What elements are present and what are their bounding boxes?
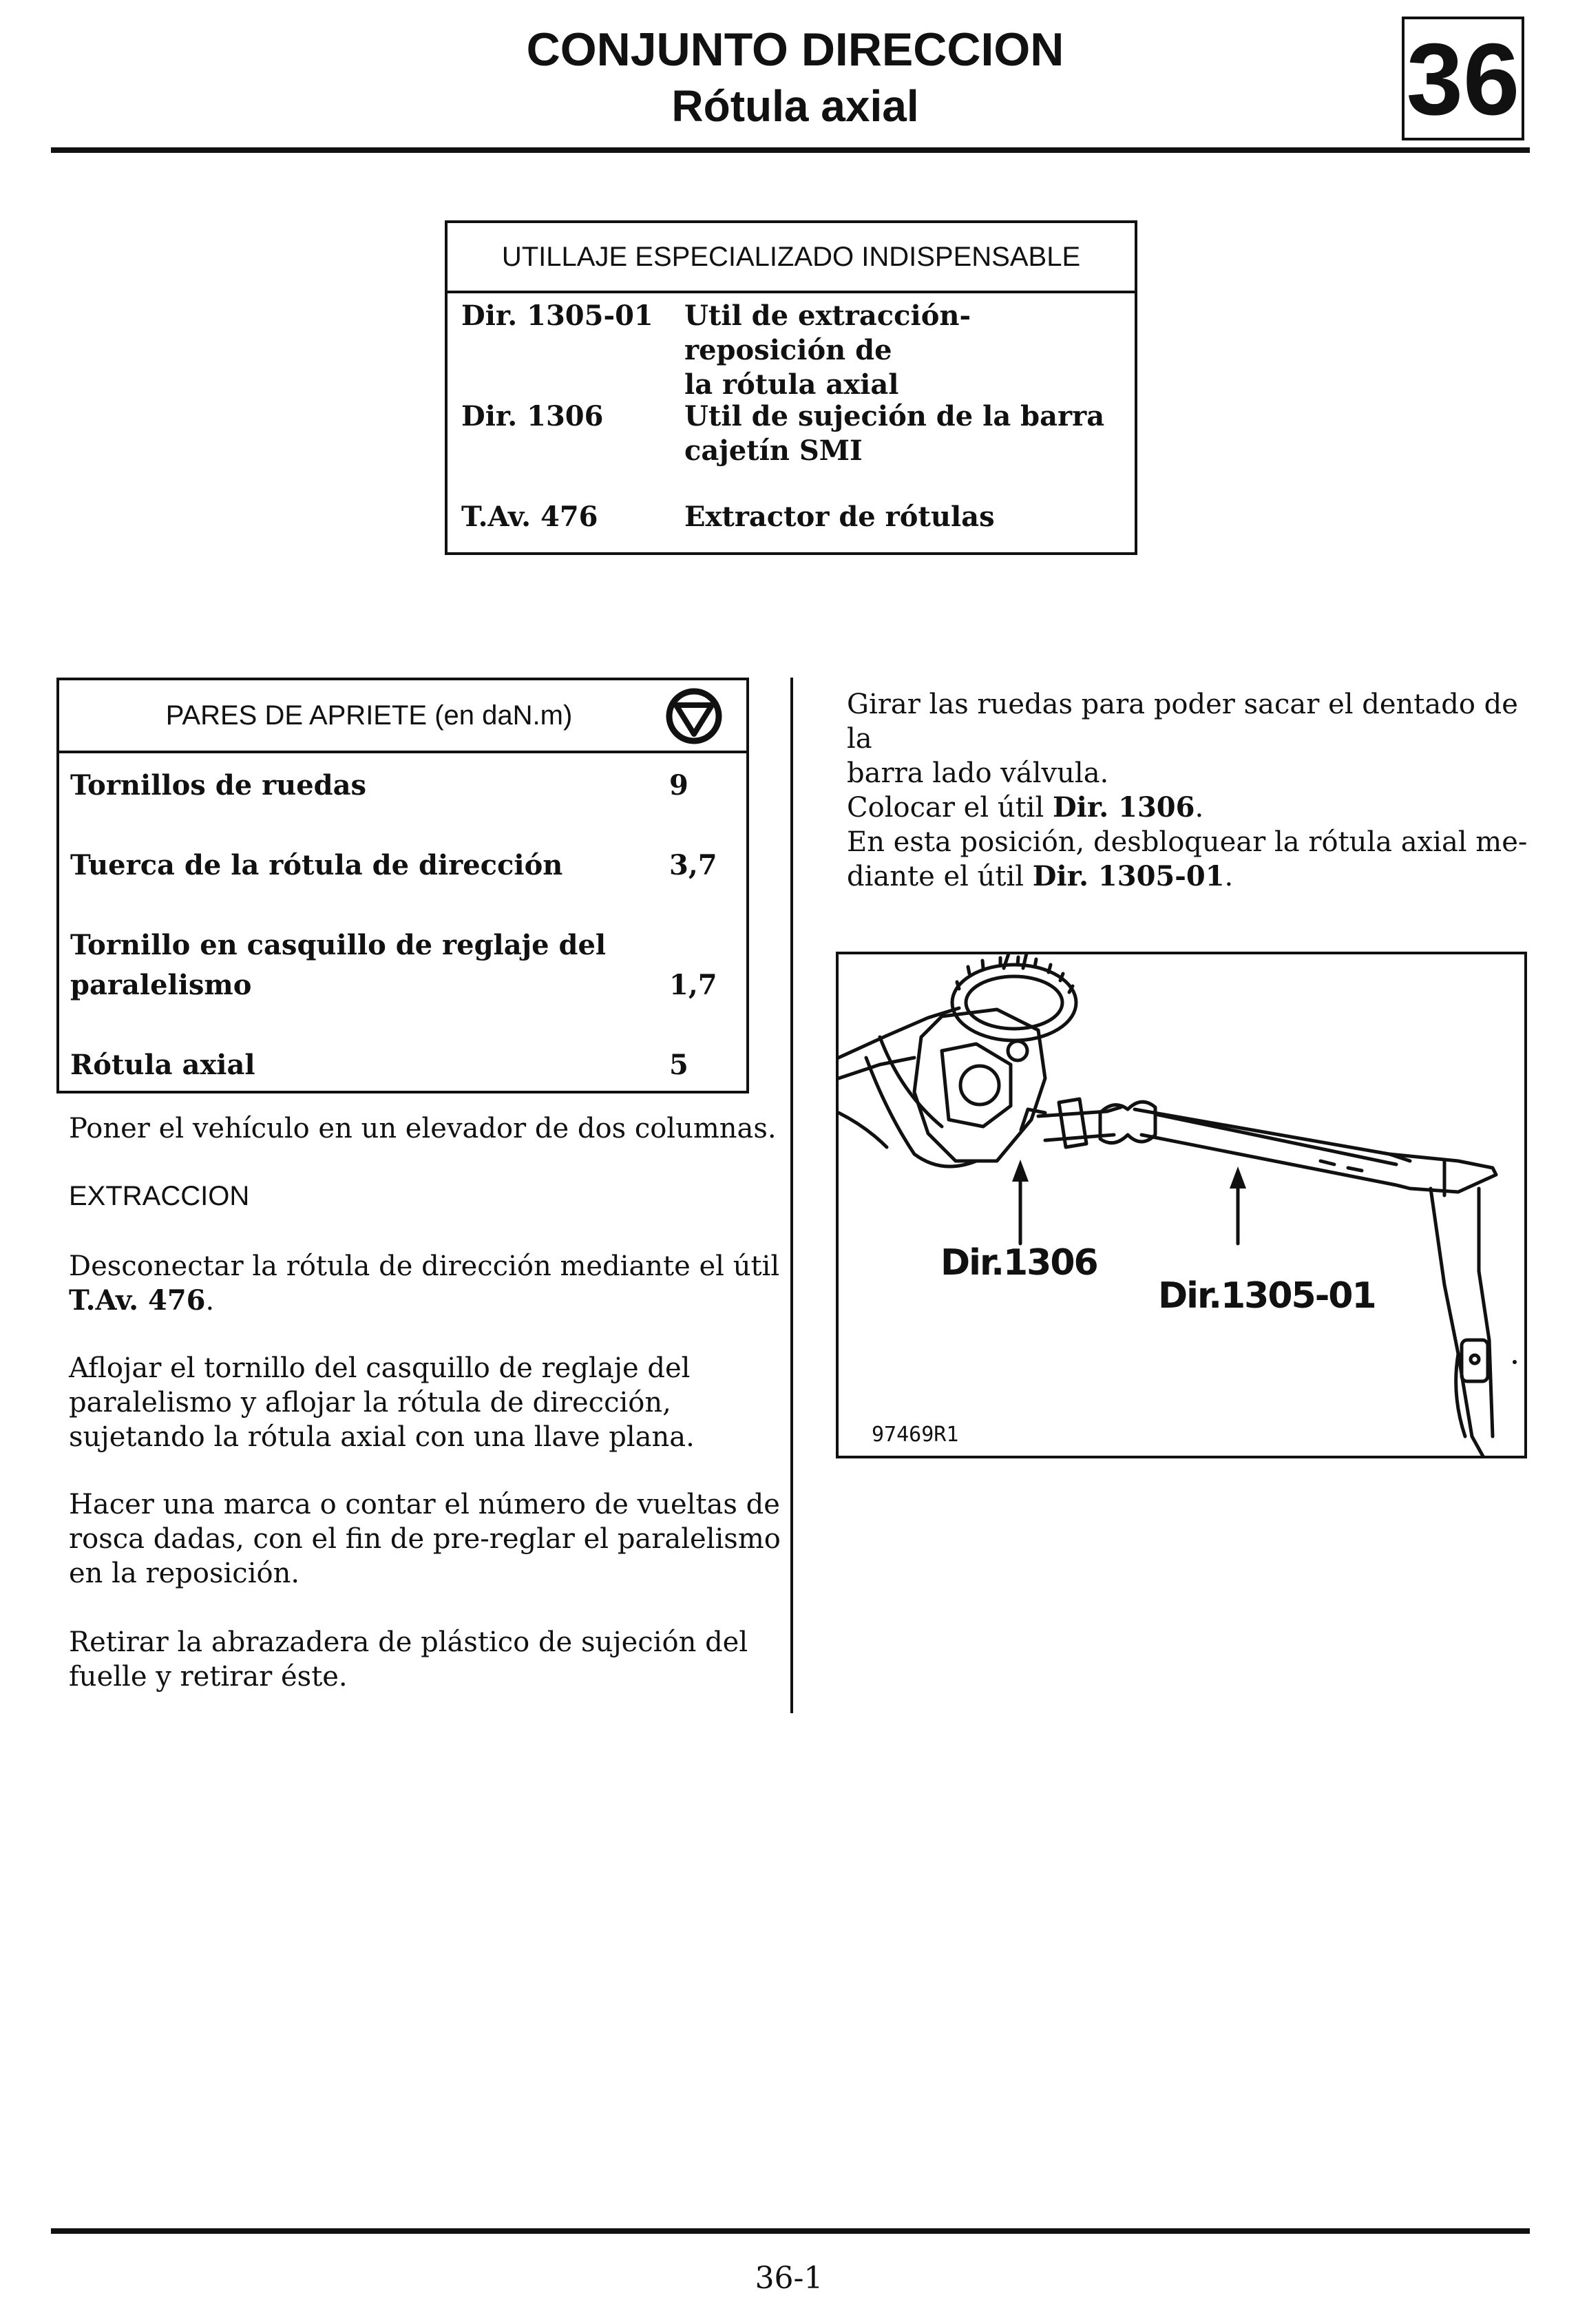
figure-label-dir-1305-01: Dir.1305-01 <box>1158 1275 1376 1317</box>
figure-label-dir-1306: Dir.1306 <box>940 1242 1097 1284</box>
tool-code: Dir. 1305-01 <box>461 300 653 332</box>
paragraph-line <box>847 791 1535 825</box>
paragraph-line: Desconectar la rótula de dirección mediante el útil <box>69 1250 780 1282</box>
tool-description <box>684 299 1125 402</box>
paragraph-line: Hacer una marca o contar el número de vueltas de <box>69 1489 780 1520</box>
instruction-paragraph <box>69 1351 785 1454</box>
section-heading-extraccion: EXTRACCION <box>69 1181 250 1211</box>
steering-rack-illustration <box>836 952 1527 1458</box>
paragraph-line: barra lado válvula. <box>847 757 1109 789</box>
section-number-badge: 36 <box>1402 17 1524 140</box>
paragraph-line: En esta posición, desbloquear la rótula axial me- <box>847 826 1528 858</box>
torque-table-header <box>59 680 746 753</box>
torque-label-line: Tornillo en casquillo de reglaje del <box>70 929 607 961</box>
special-tools-heading: UTILLAJE ESPECIALIZADO INDISPENSABLE <box>448 223 1135 293</box>
paragraph-line: fuelle y retirar éste. <box>69 1661 348 1693</box>
text-span: diante el útil <box>847 861 1033 892</box>
instruction-paragraph <box>847 791 1535 894</box>
page-number: 36-1 <box>755 2261 823 2296</box>
torque-value: 9 <box>669 769 688 802</box>
tool-reference: T.Av. 476 <box>69 1284 206 1317</box>
header-divider <box>51 147 1530 153</box>
torque-label: Tuerca de la rótula de dirección <box>70 849 563 881</box>
tool-code: T.Av. 476 <box>461 501 598 533</box>
paragraph-line <box>69 1284 785 1318</box>
instruction-paragraph <box>69 1487 785 1591</box>
paragraph-line: Girar las ruedas para poder sacar el dentado de la <box>847 689 1518 755</box>
page-subtitle: Rótula axial <box>671 81 919 131</box>
tool-description-line: Util de extracción-reposición de <box>684 300 971 366</box>
tool-reference: Dir. 1306 <box>1052 791 1195 824</box>
paragraph-line: en la reposición. <box>69 1558 300 1589</box>
column-divider <box>790 678 793 1713</box>
torque-table <box>56 678 749 1093</box>
tool-reference: Dir. 1305-01 <box>1032 860 1225 892</box>
punctuation: . <box>205 1285 215 1317</box>
punctuation: . <box>1224 861 1234 892</box>
figure-reference-code: 97469R1 <box>872 1423 959 1447</box>
torque-label: Rótula axial <box>70 1049 255 1081</box>
torque-value: 1,7 <box>669 969 717 1001</box>
tool-description-line: Util de sujeción de la barra <box>684 400 1105 432</box>
torque-wrench-icon <box>665 687 723 745</box>
paragraph-line: Retirar la abrazadera de plástico de sujeción del <box>69 1626 748 1658</box>
paragraph-line: sujetando la rótula axial con una llave plana. <box>69 1421 695 1453</box>
punctuation: . <box>1195 792 1204 824</box>
instruction-paragraph <box>847 687 1535 791</box>
paragraph-line: rosca dadas, con el fin de pre-reglar el paralelismo <box>69 1523 781 1555</box>
torque-label: Tornillos de ruedas <box>70 769 367 802</box>
paragraph-line <box>847 859 1535 894</box>
steering-rack-drawing <box>839 954 1527 1458</box>
torque-value: 5 <box>669 1049 688 1081</box>
torque-value: 3,7 <box>669 849 717 881</box>
tool-description-line: la rótula axial <box>684 368 899 401</box>
special-tools-table <box>445 220 1137 555</box>
page-title: CONJUNTO DIRECCION <box>526 23 1064 76</box>
torque-label <box>70 925 669 1005</box>
instruction-paragraph <box>69 1249 785 1318</box>
paragraph-line: Aflojar el tornillo del casquillo de reglaje del <box>69 1352 691 1384</box>
tool-description: Extractor de rótulas <box>684 501 995 533</box>
torque-label-line: paralelismo <box>70 969 252 1001</box>
tool-description-line: cajetín SMI <box>684 435 863 467</box>
instruction-paragraph: Poner el vehículo en un elevador de dos columnas. <box>69 1113 777 1144</box>
instruction-paragraph <box>69 1625 785 1694</box>
text-span: Colocar el útil <box>847 792 1053 824</box>
tool-description <box>684 399 1125 468</box>
paragraph-line: paralelismo y aflojar la rótula de dirección, <box>69 1387 671 1419</box>
tool-code: Dir. 1306 <box>461 400 604 432</box>
torque-heading: PARES DE APRIETE (en daN.m) <box>165 700 573 731</box>
footer-divider <box>51 2228 1530 2234</box>
